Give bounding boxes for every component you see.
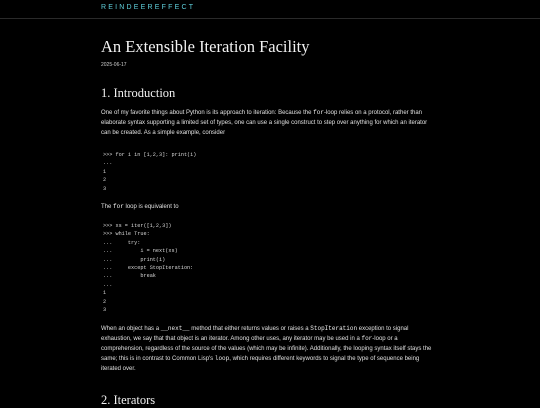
inline-code: loop bbox=[214, 355, 230, 362]
intro-paragraph: One of my favorite things about Python is its approach to iteration: Because the for-loop relies on a protocol, rather than elaborate syntax supporting a limited set of types, one can use a single construct to step over anything for which an iterator can be created. As a simple example, consider bbox=[101, 109, 428, 136]
code-line: ... bbox=[103, 160, 113, 167]
code-line: 1 bbox=[103, 290, 107, 297]
article-title: An Extensible Iteration Facility bbox=[101, 37, 310, 56]
code-line: 2 bbox=[103, 177, 107, 184]
code-block-for-loop bbox=[101, 151, 439, 193]
code-line: ... bbox=[103, 281, 113, 288]
inline-code: for bbox=[361, 335, 373, 342]
code-block-while-loop bbox=[101, 222, 439, 314]
code-line: 2 bbox=[103, 298, 107, 305]
code-line: 3 bbox=[103, 306, 107, 313]
code-line: >>> for i in [1,2,3]: print(i) bbox=[103, 152, 197, 158]
code-line: ... try: bbox=[103, 239, 141, 246]
equivalence-paragraph: The for loop is equivalent to bbox=[101, 203, 179, 210]
iterator-paragraph: When an object has a __next__ method that either returns values or raises a StopIteration exception to signal exhaustion, we say that that object is an iterator. Among other uses, any iterator may be used in a for-loop or a comprehension, regardless of the source of the values (which may be infinite). Additionally, the looping syntax itself stays the same; this is in contrast to Common Lisp's loop, which requires different keywords to signal the type of sequence being iterated over. bbox=[101, 325, 432, 372]
inline-code: for bbox=[113, 203, 124, 210]
site-name-link[interactable]: REINDEEREFFECT bbox=[101, 4, 196, 11]
section-heading-iterators: 2. Iterators bbox=[101, 393, 156, 407]
code-line: ... print(i) bbox=[103, 256, 166, 263]
code-line: 1 bbox=[103, 168, 107, 175]
code-line: 3 bbox=[103, 185, 107, 192]
section-heading-introduction: 1. Introduction bbox=[101, 86, 176, 100]
code-line: ... i = next(xs) bbox=[103, 248, 178, 255]
inline-code: StopIteration bbox=[310, 325, 358, 332]
code-line: ... except StopIteration: bbox=[103, 264, 194, 271]
inline-code: for bbox=[313, 109, 324, 116]
article-date: 2025-06-17 bbox=[101, 62, 127, 68]
inline-code: __next__ bbox=[160, 325, 190, 332]
code-line: >>> xs = iter([1,2,3]) bbox=[103, 223, 172, 229]
site-header bbox=[0, 0, 540, 19]
code-line: ... break bbox=[103, 273, 156, 280]
code-line: >>> while True: bbox=[103, 231, 150, 238]
